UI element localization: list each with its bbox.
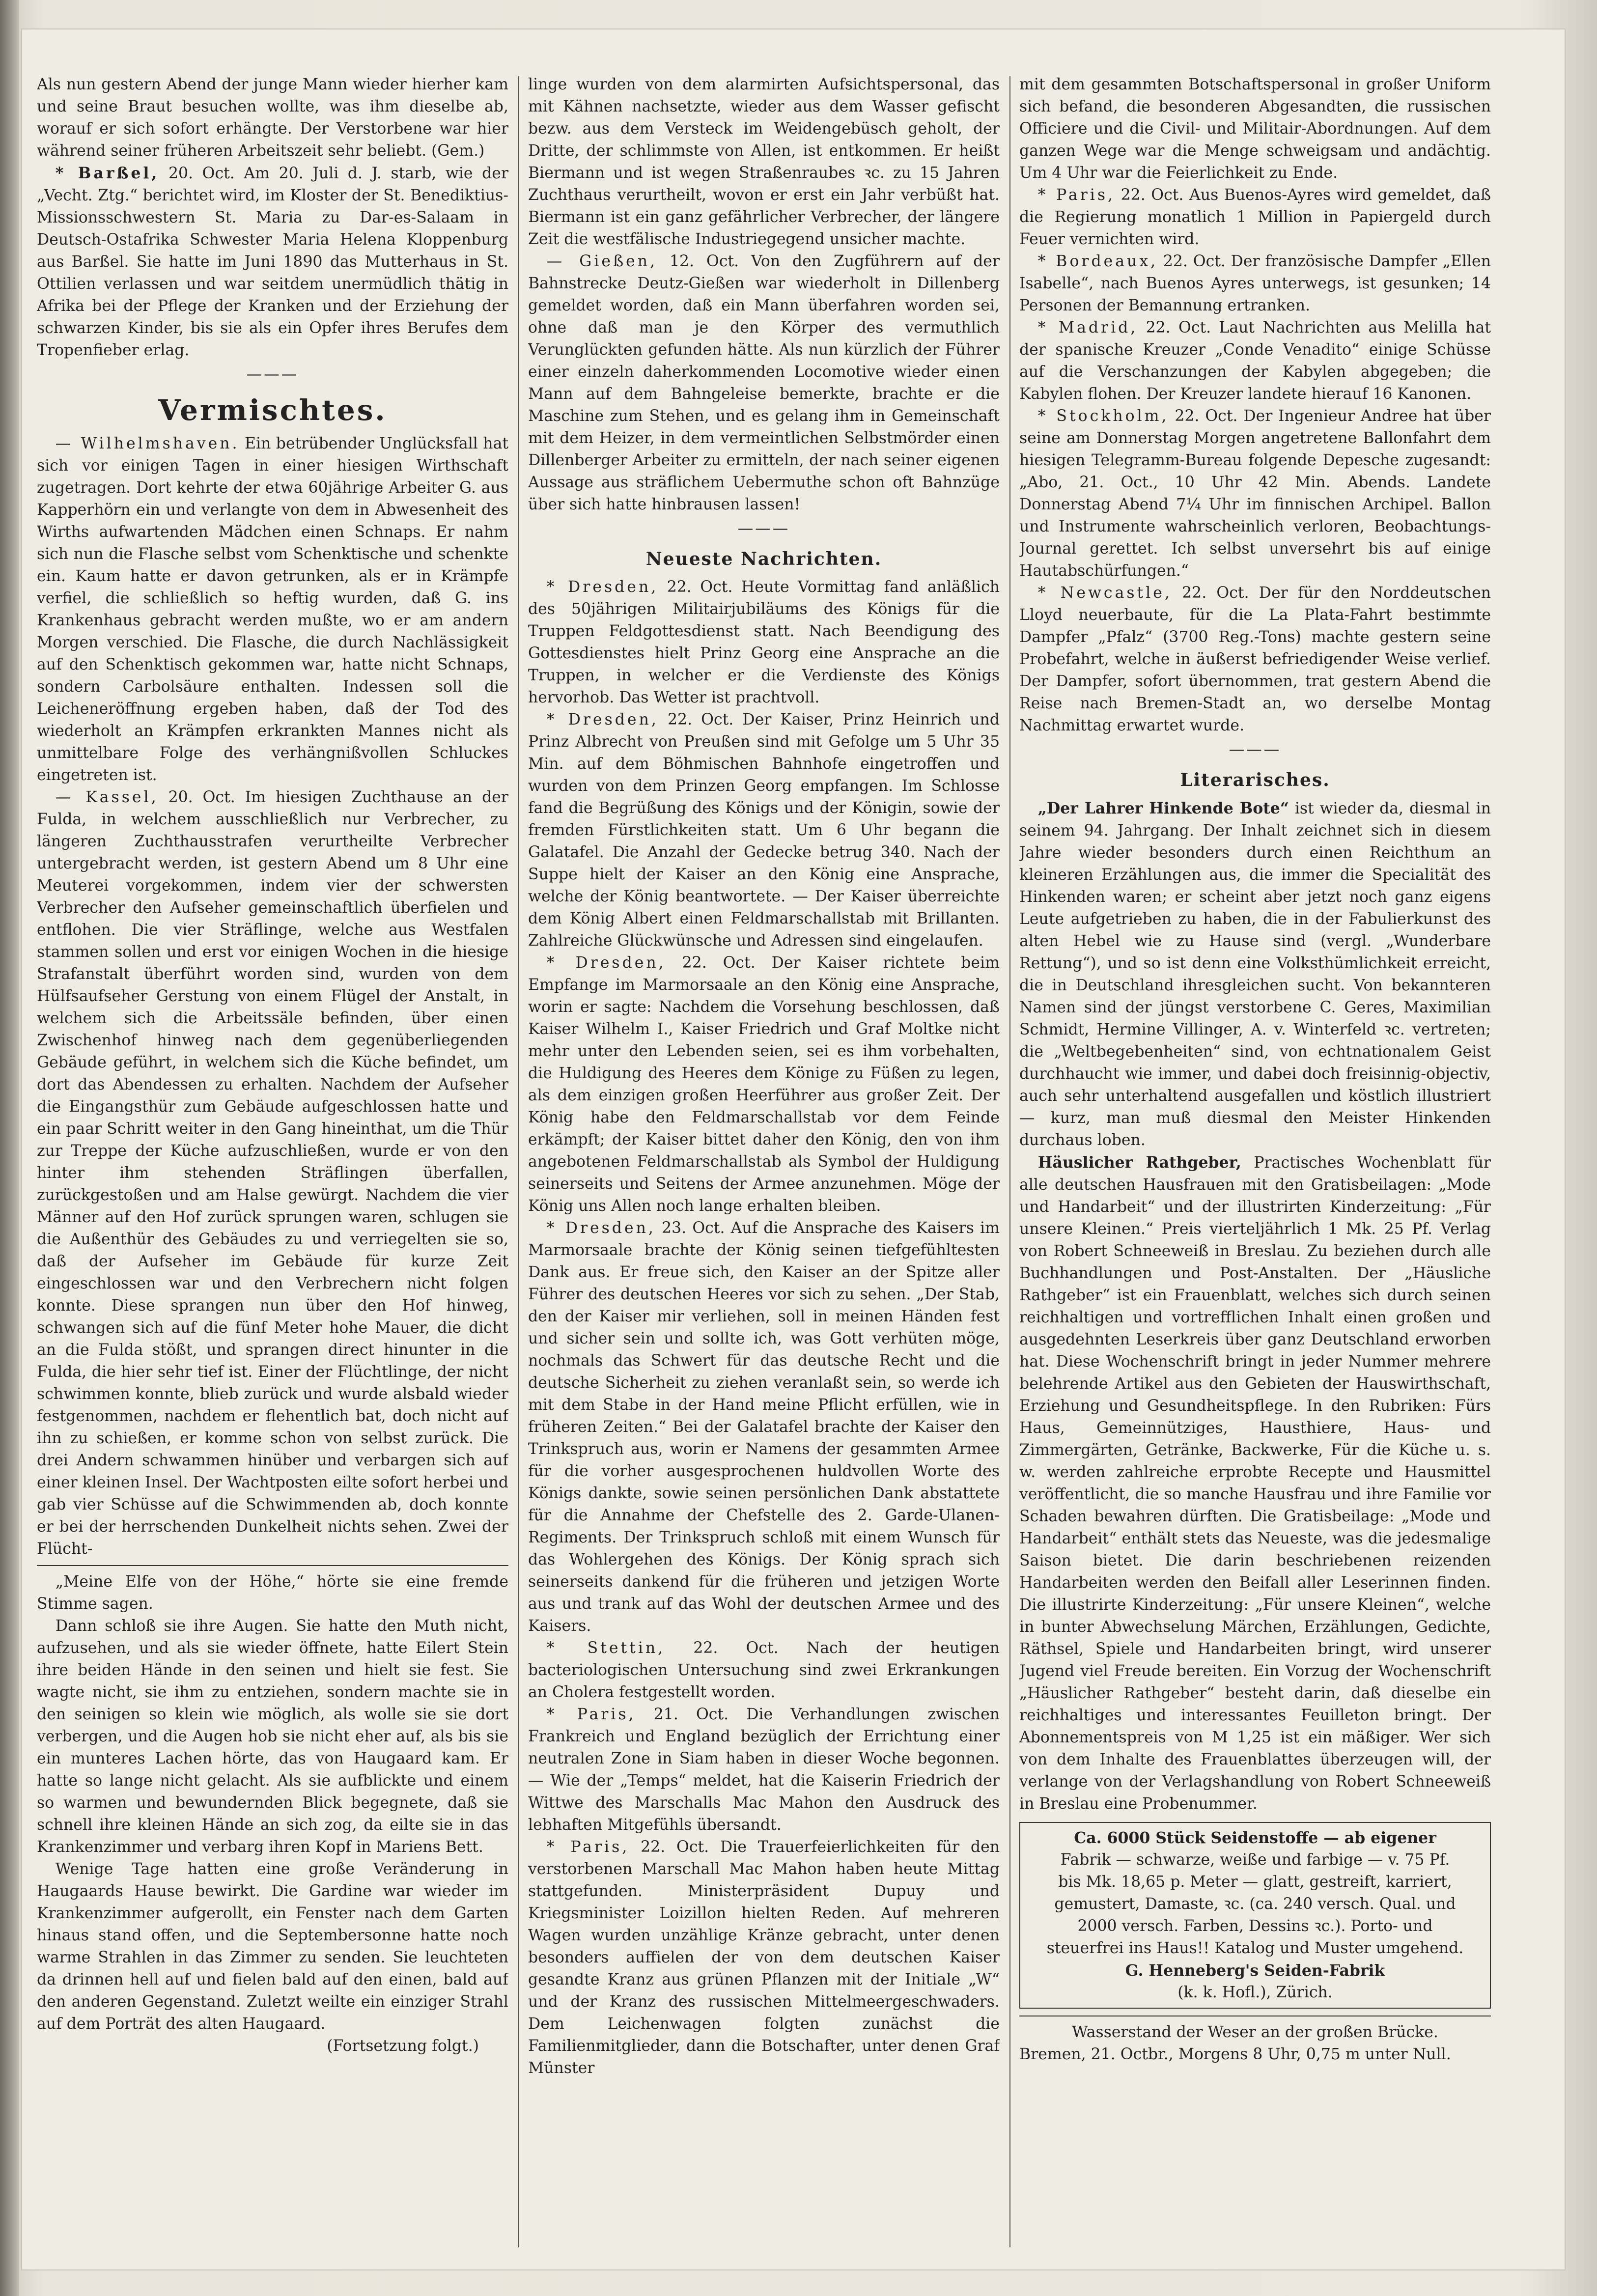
article-body: 12. Oct. Von den Zugführern auf der Bahnstrecke Deutz-Gießen war wiederholt in Dillenberg gemeldet worden, daß ein Mann überfahren worden sei, ohne daß man je den Körper des vermuthlich Verunglückten gefunden hätte. Als nun kürzlich der Führer einer einzeln daherkommenden Locomotive wieder einen Mann auf dem Bahngeleise bemerkte, brachte er die Maschine zum Stehen, und es gelang ihm in Gemeinschaft mit dem Heizer, in dem vermeintlichen Selbstmörder einen Dillenberger Arbeiter zu ermitteln, der nach seiner eigenen Aussage aus sträflichem Uebermuthe schon oft Bahnzüge über sich hatte hinbrausen lassen! bbox=[528, 252, 1000, 513]
article-body: 22. Oct. Der französische Dampfer „Ellen Isabelle“, nach Buenos Ayres unterwegs, ist gesunken; 14 Personen der Bemannung ertranken. bbox=[1019, 252, 1491, 314]
dateline: * Dresden, bbox=[546, 1219, 656, 1237]
article-body: 22. Oct. Die Trauerfeierlichkeiten für den verstorbenen Marschall Mac Mahon haben heute Mittag stattgefunden. Ministerpräsident Dupuy und Kriegsminister Loizillon hielten Reden. Auf mehreren Wagen wurden unzählige Kränze gebracht, unter denen besonders auffielen der von dem deutschen Kaiser gesandte Kranz aus grünen Pflanzen mit der Initiale „W“ und der Kranz des russischen Mittelmeergeschwaders. Dem Leichenwagen folgten zunächst die Familienmitglieder, dann die Botschafter, unter denen Graf Münster bbox=[528, 1838, 1000, 2077]
dateline: * Newcastle, bbox=[1037, 584, 1172, 602]
article-body: 22. Oct. Der Kaiser, Prinz Heinrich und Prinz Albrecht von Preußen sind mit Gefolge um 5 Uhr 35 Min. auf dem Böhmischen Bahnhofe eingetroffen und wurden von dem Prinzen Georg empfangen. Im Schlosse fand die Begrüßung des Königs und der Königin, sowie der fremden Fürstlichkeiten statt. Um 6 Uhr begann die Galatafel. Die Anzahl der Gedecke betrug 340. Nach der Suppe hielt der Kaiser an den König eine Ansprache, welche der König beantwortete. — Der Kaiser überreichte dem König Albert einen Feldmarschallstab mit Brillanten. Zahlreiche Glückwünsche und Adressen sind eingelaufen. bbox=[528, 711, 1000, 950]
column-1 bbox=[37, 74, 508, 2250]
article-text bbox=[1019, 582, 1491, 737]
dateline: * Stettin, bbox=[546, 1639, 666, 1657]
feuilleton-rule bbox=[37, 1565, 508, 1566]
article-body: 22. Oct. Der Ingenieur Andree hat über seine am Donnerstag Morgen angetretene Ballonfahrt dem hiesigen Telegramm-Bureau folgende Depesche zugesandt: „Abo, 21. Oct., 10 Uhr 42 Min. Abends. Landete Donnerstag Abend 7¼ Uhr im finnischen Archipel. Ballon und Instrumente wahrscheinlich verloren, Beobachtungs-Journal gerettet. Ich selbst unversehrt bis auf einige Hautabschürfungen.“ bbox=[1019, 407, 1491, 580]
review-title: „Der Lahrer Hinkende Bote“ bbox=[1037, 799, 1289, 817]
dateline: — Gießen, bbox=[546, 252, 658, 270]
column-rule-left bbox=[518, 76, 519, 2247]
article-text bbox=[528, 709, 1000, 952]
previous-page-edge bbox=[0, 0, 19, 2296]
article-body: 22. Oct. Laut Nachrichten aus Melilla hat der spanische Kreuzer „Conde Venadito“ einige Schüsse auf die Verschanzungen der Kabylen abgegeben; die Kabylen flohen. Der Kreuzer landete hierauf 16 Kanonen. bbox=[1019, 319, 1491, 403]
column-rule-right bbox=[1009, 76, 1010, 2247]
article-text bbox=[528, 1836, 1000, 2079]
article-body: 22. Oct. Der Kaiser richtete beim Empfange im Marmorsaale an den König eine Ansprache, worin er sagte: Nachdem die Vorsehung beschlossen, daß Kaiser Wilhelm I., Kaiser Friedrich und Graf Moltke nicht mehr unter den Lebenden seien, sei es ihm vorbehalten, die Huldigung des Heeres dem Könige zu Füßen zu legen, als dem einzigen großen Heerführer aus großer Zeit. Der König habe den Feldmarschallstab vor dem Feinde erkämpft; der Kaiser bittet daher den König, den von ihm angebotenen Feldmarschallstab als Symbol der Huldigung seinerseits und Seitens der Armee anzunehmen. Möge der König uns Allen noch lange erhalten bleiben. bbox=[528, 954, 1000, 1215]
dateline: * Bordeaux, bbox=[1037, 252, 1158, 270]
review-body: Practisches Wochenblatt für alle deutschen Hausfrauen mit den Gratisbeilagen: „Mode und Handarbeit“ und der illustrirten Kinderzeitung: „Für unsere Kleinen.“ Preis vierteljährlich 1 Mk. 25 Pf. Verlag von Robert Schneeweiß in Breslau. Zu beziehen durch alle Buchhandlungen und Post-Anstalten. Der „Häusliche Rathgeber“ ist ein Frauenblatt, welches sich durch seinen reichhaltigen und vortrefflichen Inhalt einen großen und ausgedehnten Leserkreis über ganz Deutschland erworben hat. Diese Wochenschrift bringt in jeder Nummer mehrere belehrende Artikel aus den Gebieten der Hauswirthschaft, Erziehung und Gesundheitspflege. In den Rubriken: Fürs Haus, Gemeinnütziges, Hausthiere, Haus- und Zimmergärten, Getränke, Backwerke, Für die Küche u. s. w. werden zahlreiche erprobte Recepte und Hausmittel veröffentlicht, die so manche Hausfrau und ihre Familie vor Schaden bewahren dürften. Die Gratisbeilage: „Mode und Handarbeit“ enthält stets das Neueste, was die jedesmalige Saison bietet. Die darin beschriebenen reizenden Handarbeiten werden den Beifall aller Leserinnen finden. Die illustrirte Kinderzeitung: „Für unsere Kleinen“, welche in bunter Abwechselung Märchen, Erzählungen, Gedichte, Räthsel, Spiele und Handarbeiten bringt, wird unserer Jugend viel Freude bereiten. Ein Vorzug der Wochenschrift „Häuslicher Rathgeber“ besteht darin, daß dieselbe ein reichhaltiges und interessantes Feuilleton bringt. Der Abonnementspreis von M 1,25 ist ein mäßiger. Wer sich von dem Inhalte des Frauenblattes überzeugen will, der verlange von der Verlagshandlung von Robert Schneeweiß in Breslau eine Probenummer. bbox=[1019, 1154, 1491, 1813]
article-text bbox=[528, 952, 1000, 1217]
ad-line: bis Mk. 18,65 p. Meter — glatt, gestreift, karriert, bbox=[1058, 1873, 1452, 1891]
ad-line: 2000 versch. Farben, Dessins ꝛc.). Porto- und bbox=[1077, 1917, 1433, 1935]
ad-line: Fabrik — schwarze, weiße und farbige — v. 75 Pf. bbox=[1060, 1851, 1450, 1869]
article-body: 22. Oct. Aus Buenos-Ayres wird gemeldet, daß die Regierung monatlich 1 Million in Papiergeld durch Feuer vernichten wird. bbox=[1019, 186, 1491, 248]
serial-text: Dann schloß sie ihre Augen. Sie hatte den Muth nicht, aufzusehen, und als sie wieder öffnete, hatte Eilert Stein ihre beiden Hände in den seinen und hielt sie fest. Sie wagte nicht, sie ihm zu entziehen, sondern machte sie in den seinigen so klein wie möglich, als wolle sie sie dort verbergen, und die Augen hob sie nicht eher auf, als bis sie ein munteres Lachen hörte, das von Haugaard kam. Er hatte so lange nicht gelacht. Als sie aufblickte und einem so warmen und bewundernden Blick begegnete, daß sie schnell ihre kleinen Hände an sich zog, da eilte sie in das Krankenzimmer und verbarg ihren Kopf in Mariens Bett. bbox=[37, 1617, 508, 1856]
article-body: 22. Oct. Der für den Norddeutschen Lloyd neuerbaute, für die La Plata-Fahrt bestimmte Dampfer „Pfalz“ (3700 Reg.-Tons) machte gestern seine Probefahrt, welche in äußerst befriedigender Weise verlief. Der Dampfer, sofort übernommen, trat gestern Abend die Reise nach Bremen-Stadt an, wo derselbe Montag Nachmittag erwartet wurde. bbox=[1019, 584, 1491, 734]
water-level-title: Wasserstand der Weser an der großen Brücke. bbox=[1072, 2023, 1438, 2041]
serial-text: „Meine Elfe von der Höhe,“ hörte sie eine fremde Stimme sagen. bbox=[37, 1573, 508, 1613]
water-level-reading: Bremen, 21. Octbr., Morgens 8 Uhr, 0,75 m unter Null. bbox=[1019, 2045, 1451, 2063]
review-title: Häuslicher Rathgeber, bbox=[1037, 1153, 1241, 1172]
section-heading: Neueste Nachrichten. bbox=[645, 549, 882, 569]
review-text bbox=[1019, 797, 1491, 1151]
article-text bbox=[528, 1637, 1000, 1704]
article-body: 20. Oct. Im hiesigen Zuchthause an der Fulda, in welchem ausschließlich nur Verbrecher, zu längeren Zuchthausstrafen verurtheilte Verbrecher untergebracht werden, ist gestern Abend um 8 Uhr eine Meuterei vorgekommen, indem vier der schwersten Verbrecher den Aufseher gemeinschaftlich überfielen und entflohen. Die vier Sträflinge, welche aus Westfalen stammen sollen und erst vor einigen Wochen in die hiesige Strafanstalt überführt worden sind, wurden von dem Hülfsaufseher Gerstung von einem Flügel der Anstalt, in welchem sich die Arbeitssäle befinden, über einen Zwischenhof hinweg nach dem gegenüberliegenden Gebäude geführt, in welchem sich die Küche befindet, um dort das Abendessen zu erhalten. Nachdem der Aufseher die Eingangsthür zum Gebäude aufgeschlossen hatte und ein paar Schritt weiter in den Gang hineinthat, um die Thür zur Treppe der Küche aufzuschließen, wurde er von den hinter ihm stehenden Sträflingen überfallen, zurückgestoßen und am Halse gewürgt. Nachdem die vier Männer auf den Hof zurück sprungen waren, schlugen sie die Außenthür des Gebäudes zu und verriegelten sie so, daß der Aufseher im Gebäude für kurze Zeit eingeschlossen war und den Verbrechern nicht folgen konnte. Diese sprangen nun über den Hof hinweg, schwangen sich auf die fünf Meter hohe Mauer, die dicht an die Fulda stößt, und sprangen direct hinunter in die Fulda, die hier sehr tief ist. Einer der Flüchtlinge, der nicht schwimmen konnte, blieb zurück und wurde alsbald wieder festgenommen, nachdem er flehentlich bat, doch nicht auf ihn zu schießen, er komme schon von selbst zurück. Die drei Andern schwammen hinüber und verbargen sich auf einer kleinen Insel. Der Wachtposten eilte sofort herbei und gab vier Schüsse auf die Schwimmenden ab, doch konnte er bei der herrschenden Dunkelheit nichts sehen. Zwei der Flücht- bbox=[37, 788, 508, 1558]
article-text: mit dem gesammten Botschaftspersonal in großer Uniform sich befand, die besonderen Abgesandten, die russischen Officiere und die Civil- und Militair-Abordnungen. Auf dem ganzen Wege war die Menge schweigsam und andächtig. Um 4 Uhr war die Feierlichkeit zu Ende. bbox=[1019, 76, 1491, 182]
article-text bbox=[37, 433, 508, 786]
article-text bbox=[1019, 184, 1491, 251]
advertisement bbox=[1019, 1822, 1491, 2009]
review-body: ist wieder da, diesmal in seinem 94. Jahrgang. Der Inhalt zeichnet sich in diesem Jahre wieder besonders durch einen Reichthum an kleineren Erzählungen aus, die immer die Specialität des Hinkenden waren; er scheint aber jetzt noch ganz eigens Leute aufgetrieben zu haben, die in der Fabulierkunst des alten Hebel wie zu Hause sind (vergl. „Wunderbare Rettung“), und so ist denn eine Volksthümlichkeit erreicht, die in Deutschland ihresgleichen sucht. Von bekannteren Namen sind der jüngst verstorbene C. Geres, Maximilian Schmidt, Hermine Villinger, A. v. Winterfeld ꝛc. vertreten; die „Weltbegebenheiten“ sind, von echtnationalem Geist durchhaucht wie immer, und dabei doch freisinnig-objectiv, auch sehr unterhaltend ausgefallen und köstlich illustriert — kurz, man muß diesmal den Meister Hinkenden durchaus loben. bbox=[1019, 800, 1491, 1149]
article-text bbox=[528, 576, 1000, 709]
article-text: Als nun gestern Abend der junge Mann wieder hierher kam und seine Braut besuchen wollte, was ihm dieselbe ab, worauf er sich sofort erhängte. Der Verstorbene war hier während seiner früheren Arbeitszeit sehr beliebt. (Gem.) bbox=[37, 76, 508, 160]
article-body: 22. Oct. Heute Vormittag fand anläßlich des 50jährigen Militairjubiläums des Königs für die Truppen Feldgottesdienst statt. Nach Beendigung des Gottesdienstes hielt Prinz Georg eine Ansprache an die Truppen, in welcher er die Verdienste des Königs hervorhob. Das Wetter ist prachtvoll. bbox=[528, 578, 1000, 706]
ad-line: Ca. 6000 Stück Seidenstoffe — ab eigener bbox=[1074, 1829, 1436, 1847]
separator: ——— bbox=[1229, 741, 1282, 758]
article-text bbox=[528, 1217, 1000, 1637]
article-body: 22. Oct. Nach der heutigen bacteriologischen Untersuchung sind zwei Erkrankungen an Cholera festgestellt worden. bbox=[528, 1639, 1000, 1701]
article-body: Ein betrübender Unglücksfall hat sich vor einigen Tagen in einer hiesigen Wirthschaft zugetragen. Dort kehrte der etwa 60jährige Arbeiter G. aus Kapperhörn ein und verlangte von dem in Abwesenheit des Wirths aufwartenden Mädchen einen Schnaps. Er nahm sich nun die Flasche selbst vom Schenktische und schenkte ein. Kaum hatte er davon getrunken, als er in Krämpfe verfiel, die schließlich so heftig wurden, daß G. ins Krankenhaus gebracht werden mußte, wo er am andern Morgen verschied. Die Flasche, die durch Nachlässigkeit auf den Schenktisch gekommen war, hatte nicht Schnaps, sondern Carbolsäure enthalten. Indessen soll die Leicheneröffnung ergeben haben, daß der Tod des wiederholt an Krämpfen erkrankten Mannes nicht als unmittelbare Folge des verhängnißvollen Schluckes eingetreten ist. bbox=[37, 435, 508, 784]
article-body: 20. Oct. Am 20. Juli d. J. starb, wie der „Vecht. Ztg.“ berichtet wird, im Kloster der St. Benediktius-Missionsschwestern St. Maria zu Dar-es-Salaam in Deutsch-Ostafrika Schwester Maria Helena Kloppenburg aus Barßel. Sie hatte im Juni 1890 das Mutterhaus in St. Ottilien verlassen und war seitdem unermüdlich thätig in Afrika bei der Pflege der Kranken und der Erziehung der schwarzen Kinder, bis sie als ein Opfer ihres Berufes dem Tropenfieber erlag. bbox=[37, 165, 508, 359]
article-text bbox=[1019, 405, 1491, 582]
continuation-note: (Fortsetzung folgt.) bbox=[327, 2037, 479, 2055]
ad-line: gemustert, Damaste, ꝛc. (ca. 240 versch. Qual. und bbox=[1054, 1895, 1456, 1913]
dateline: * Dresden, bbox=[546, 954, 666, 972]
review-text bbox=[1019, 1151, 1491, 1815]
article-text bbox=[528, 1704, 1000, 1836]
dateline: — Kassel, bbox=[55, 788, 159, 806]
article-body: 23. Oct. Auf die Ansprache des Kaisers im Marmorsaale brachte der König seinen tiefgefühltesten Dank aus. Er freue sich, den Kaiser an der Spitze aller Führer des deutschen Heeres vor sich zu sehen. „Der Stab, den der Kaiser mir verliehen, soll in meinen Händen fest und sicher sein und sollte ich, was Gott verhüten möge, nochmals das Schwert für das deutsche Recht und die deutsche Sicherheit zu ziehen veranlaßt sein, so werde ich mit dem Stabe in der Hand meine Pflicht erfüllen, wie in früheren Zeiten.“ Bei der Galatafel brachte der Kaiser den Trinkspruch aus, worin er Namens der gesammten Armee für die vorher ausgesprochenen huldvollen Worte des Königs dankte, sowie seinen persönlichen Dank abstattete für die Annahme der Chefstelle des 2. Garde-Ulanen-Regiments. Der Trinkspruch schloß mit einem Wunsch für das Wohlergehen des Königs. Der König sprach sich seinerseits dankend für die früheren und jetzigen Worte aus und trank auf das Wohl der deutschen Armee und des Kaisers. bbox=[528, 1219, 1000, 1635]
dateline: * Paris, bbox=[546, 1706, 636, 1723]
column-2 bbox=[528, 74, 1000, 2250]
dateline: * Paris, bbox=[546, 1838, 630, 1856]
ad-company: G. Henneberg's Seiden-Fabrik bbox=[1125, 1961, 1385, 1980]
article-text: linge wurden von dem alarmirten Aufsichtspersonal, das mit Kähnen nachsetzte, wieder aus dem Wasser gefischt bezw. aus dem Versteck im Weidengebüsch geholt, der Dritte, der schlimmste von Allen, ist entkommen. Er heißt Biermann und ist wegen Straßenraubes ꝛc. zu 15 Jahren Zuchthaus verurtheilt, wovon er erst ein Jahr verbüßt hat. Biermann ist ein ganz gefährlicher Verbrecher, der längere Zeit die westfälische Industriegegend unsicher machte. bbox=[528, 76, 1000, 248]
section-heading: Literarisches. bbox=[1180, 770, 1330, 790]
dateline: — Wilhelmshaven. bbox=[55, 435, 240, 452]
article-text bbox=[1019, 317, 1491, 405]
dateline: * Madrid, bbox=[1037, 319, 1138, 336]
ad-line: (k. k. Hofl.), Zürich. bbox=[1177, 1984, 1333, 2001]
serial-text: Wenige Tage hatten eine große Veränderung in Haugaards Hause bewirkt. Die Gardine war wieder im Krankenzimmer aufgerollt, ein Fenster nach dem Garten hinaus stand offen, und die Septembersonne hatte noch warme Strahlen in das Zimmer zu senden. Sie leuchteten da drinnen hell auf und fielen bald auf den einen, bald auf den anderen Gegenstand. Zuletzt weilte ein einziger Strahl auf dem Porträt des alten Haugaard. bbox=[37, 1860, 508, 2033]
ad-line: steuerfrei ins Haus!! Katalog und Muster umgehend. bbox=[1046, 1939, 1464, 1957]
newspaper-page bbox=[22, 29, 1565, 2269]
column-3 bbox=[1019, 74, 1491, 2250]
article-text bbox=[1019, 251, 1491, 317]
dateline: * Stockholm, bbox=[1037, 407, 1169, 425]
article-text bbox=[37, 786, 508, 1560]
article-body: 21. Oct. Die Verhandlungen zwischen Frankreich und England bezüglich der Errichtung einer neutralen Zone in Siam haben in dieser Woche begonnen. — Wie der „Temps“ meldet, hat die Kaiserin Friedrich der Wittwe des Marschalls Mac Mahon den Ausdruck des lebhaften Mitgefühls übersandt. bbox=[528, 1706, 1000, 1834]
dateline: * Barßel, bbox=[55, 164, 160, 182]
article-text bbox=[528, 251, 1000, 516]
section-heading: Vermischtes. bbox=[158, 393, 387, 427]
dateline: * Dresden, bbox=[546, 578, 659, 596]
dateline: * Paris, bbox=[1037, 186, 1116, 204]
article-text bbox=[37, 162, 508, 362]
dateline: * Dresden, bbox=[546, 711, 659, 728]
separator: ——— bbox=[737, 520, 790, 537]
separator: ——— bbox=[246, 365, 299, 383]
